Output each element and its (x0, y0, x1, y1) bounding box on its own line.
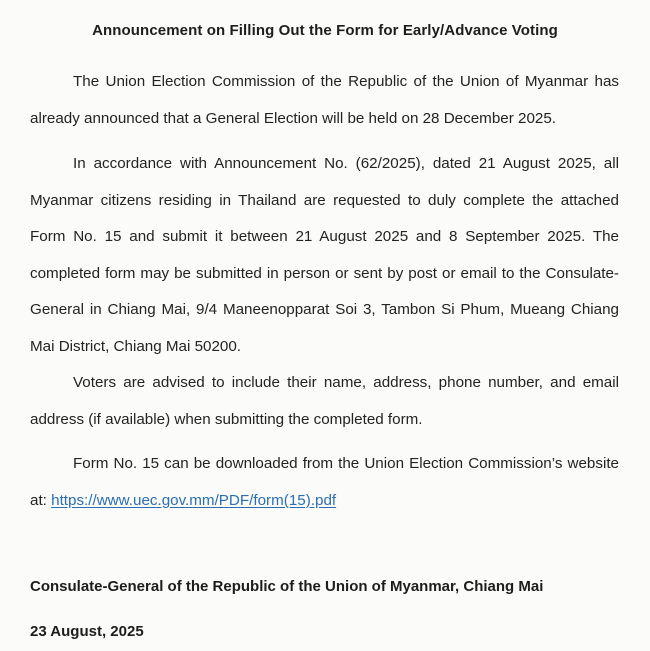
paragraph-text: Voters are advised to include their name, address, phone number, and email address (if available) when submitting the completed form. (30, 374, 619, 428)
paragraph-text: In accordance with Announcement No. (62/2025), dated 21 August 2025, all Myanmar citizens residing in Thailand are requested to duly complete the attached Form No. 15 and submit it between 21 August 2025 and 8 September 2025. The completed form may be submitted in person or sent by post or email to the Consulate-General in Chiang Mai, 9/4 Maneenopparat Soi 3, Tambon Si Phum, Mueang Chiang Mai District, Chiang Mai 50200. (30, 155, 619, 355)
form-download-link[interactable]: https://www.uec.gov.mm/PDF/form(15).pdf (51, 491, 337, 509)
signature-date: 23 August, 2025 (30, 623, 144, 640)
announcement-title: Announcement on Filling Out the Form for Early/Advance Voting (92, 22, 558, 39)
paragraph-text: The Union Election Commission of the Republic of the Union of Myanmar has already announced that a General Election will be held on 28 December 2025. (30, 73, 619, 127)
paragraph-election-announcement (30, 64, 619, 137)
paragraph-submission-instructions (30, 146, 619, 365)
signature-organization: Consulate-General of the Republic of the Union of Myanmar, Chiang Mai (30, 578, 544, 595)
download-text: Form No. 15 can be downloaded from the Union Election Commission’s website at: (30, 455, 619, 509)
paragraph-download-info (30, 446, 619, 519)
paragraph-voter-advice (30, 365, 619, 438)
